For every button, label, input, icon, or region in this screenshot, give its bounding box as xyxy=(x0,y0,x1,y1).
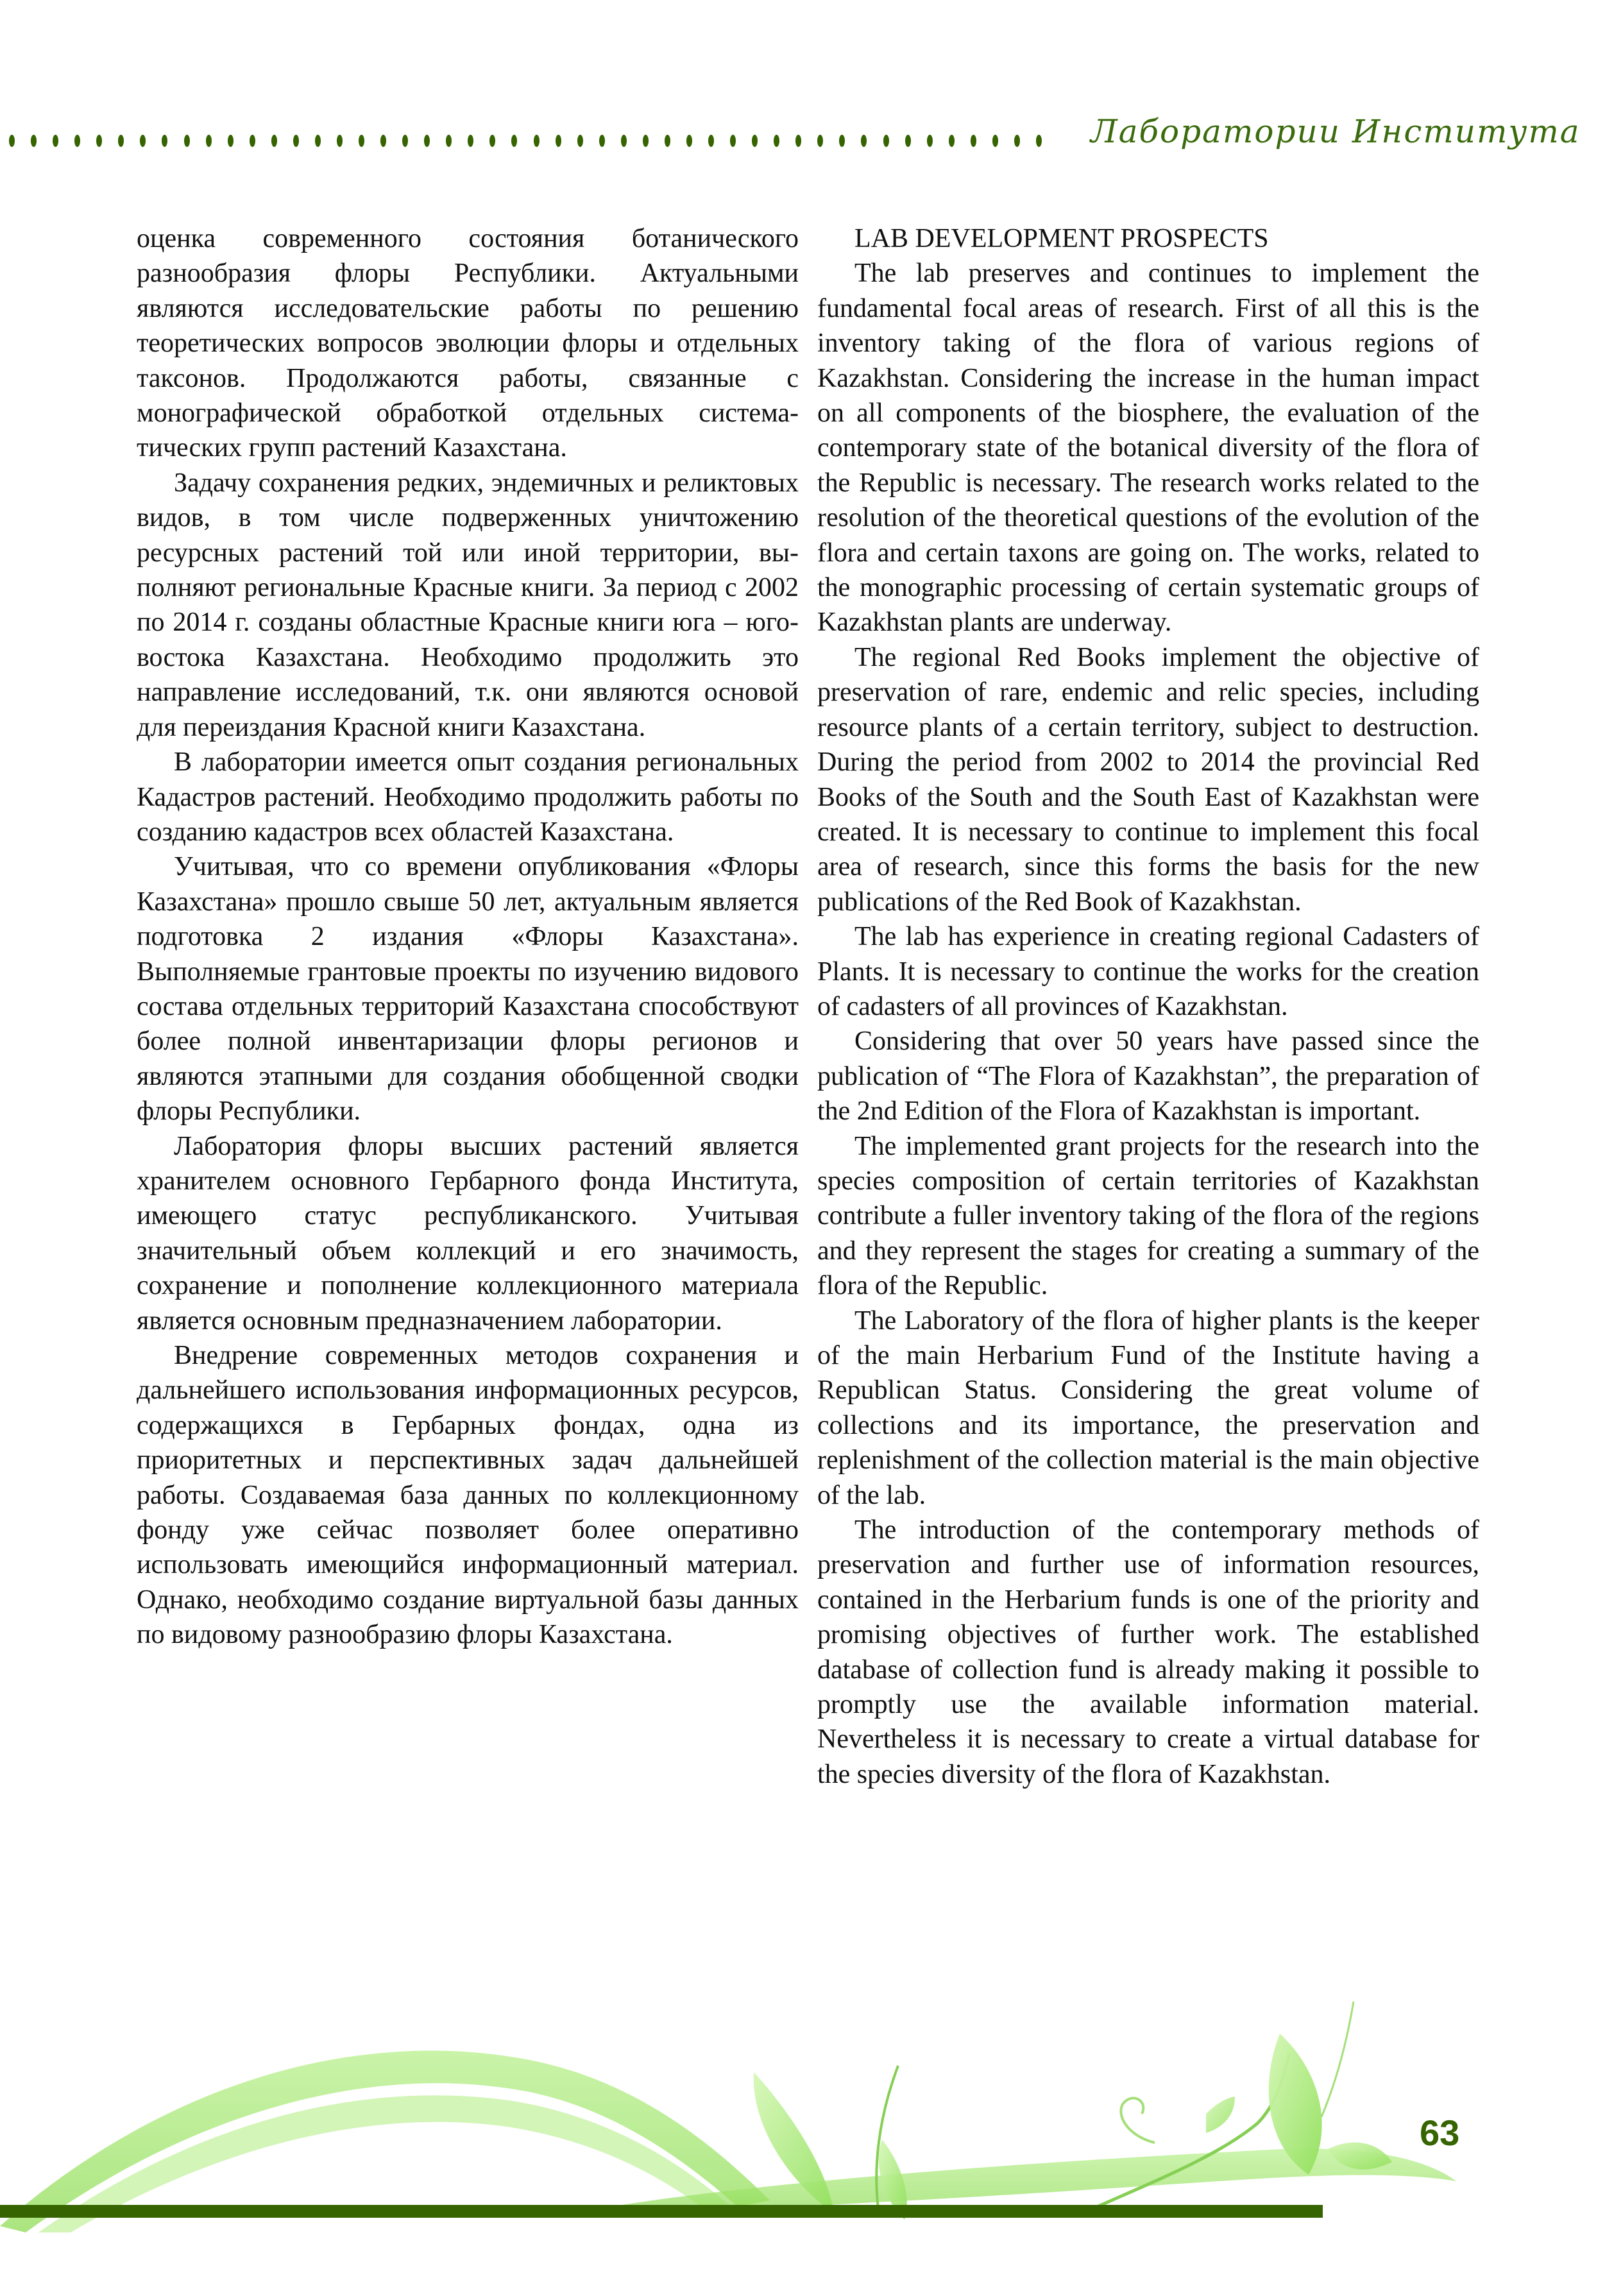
header-dot-icon xyxy=(315,135,321,147)
running-header-title: Лаборатории Института xyxy=(1091,113,1581,150)
paragraph: The implemented grant projects for the research into the species composition of certain territories of Kazakhstan contribute a fuller inventory taking of the flora of the regions and they represent the stages for creating a summary of the flora of the Republic. xyxy=(817,1131,1479,1301)
header-dot-icon xyxy=(643,135,649,147)
header-dot-icon xyxy=(489,135,495,147)
header-dot-icon xyxy=(53,135,58,147)
leaf-vine-decoration-icon xyxy=(0,1989,1614,2232)
header-dot-icon xyxy=(1036,135,1042,147)
right-column-english-text xyxy=(817,221,1479,1792)
header-dot-icon xyxy=(446,135,452,147)
header-dot-icon xyxy=(730,135,736,147)
header-dot-icon xyxy=(992,135,998,147)
header-dot-icon xyxy=(293,135,299,147)
header-dot-icon xyxy=(118,135,124,147)
header-dot-icon xyxy=(883,135,889,147)
header-dot-icon xyxy=(424,135,430,147)
header-dot-icon xyxy=(686,135,692,147)
paragraph: Considering that over 50 years have passed since the publication of “The Flora of Kazakhstan”, the preparation of the 2nd Edition of the Flora of Kazakhstan is important. xyxy=(817,1026,1479,1127)
header-dot-icon xyxy=(140,135,146,147)
section-heading: LAB DEVELOPMENT PROSPECTS xyxy=(854,224,1269,253)
paragraph: В лаборатории имеется опыт создания региональных Кадастров растений. Необходимо продолжить работы по созданию кадастров всех областей Казахстана. xyxy=(137,747,799,847)
header-dot-icon xyxy=(228,135,234,147)
header-dot-icon xyxy=(511,135,517,147)
header-dot-icon xyxy=(774,135,779,147)
header-dot-icon xyxy=(577,135,583,147)
header-dot-icon xyxy=(665,135,670,147)
page-number: 63 xyxy=(1420,2113,1460,2153)
paragraph: Учитывая, что со времени опубликования «Флоры Казахстана» прошло свыше 50 лет, актуальным является подготовка 2 издания «Флоры Казахстана». Выполняемые грантовые проекты по изучению видового состава отдельных территорий Казахстана способствуют более полной инвентаризации флоры регионов и являются этапными для создания обобщенной сводки флоры Республики. xyxy=(137,852,799,1127)
header-dot-icon xyxy=(971,135,976,147)
header-dot-icon xyxy=(468,135,473,147)
header-dot-icon xyxy=(250,135,255,147)
header-dot-icon xyxy=(795,135,801,147)
header-dot-icon xyxy=(534,135,539,147)
left-column-russian-text xyxy=(137,221,799,1653)
header-dot-icon xyxy=(31,135,37,147)
header-dot-icon xyxy=(708,135,714,147)
header-dot-icon xyxy=(184,135,190,147)
header-dot-icon xyxy=(74,135,80,147)
header-dotted-rule xyxy=(9,133,1042,148)
paragraph: Задачу сохранения редких, эндемичных и реликтовых видов, в том числе подверженных уничтожению ресурсных растений той или иной территории, выполняют региональные Красные книги. За период с 2002 по 2014 г. созданы областные Красные книги юга – юго-востока Казахстана. Необходимо продолжить это направление исследований, т.к. они являются основой для переиздания Красной книги Казахстана. xyxy=(137,468,799,742)
header-dot-icon xyxy=(9,135,15,147)
header-dot-icon xyxy=(599,135,605,147)
header-dot-icon xyxy=(1014,135,1020,147)
header-dot-icon xyxy=(949,135,955,147)
header-dot-icon xyxy=(359,135,364,147)
paragraph: оценка современного состояния ботанического разнообразия флоры Республики. Актуальными являются исследовательские работы по решению теоретических вопросов эволюции флоры и отдельных таксонов. Продолжаются работы, связанные с монографической обработкой отдельных систематических групп растений Казахстана. xyxy=(137,224,799,463)
header-dot-icon xyxy=(380,135,386,147)
header-dot-icon xyxy=(905,135,911,147)
header-dot-icon xyxy=(752,135,758,147)
header-dot-icon xyxy=(402,135,408,147)
paragraph: Лаборатория флоры высших растений является хранителем основного Гербарного фонда Института, имеющего статус республиканского. Учитывая значительный объем коллекций и его значимость, сохранение и пополнение коллекционного материала является основным предназначением лаборатории. xyxy=(137,1131,799,1336)
header-dot-icon xyxy=(206,135,212,147)
header-dot-icon xyxy=(927,135,933,147)
header-dot-icon xyxy=(817,135,823,147)
header-dot-icon xyxy=(556,135,561,147)
paragraph: Внедрение современных методов сохранения и дальнейшего использования информационных ресурсов, содержащихся в Гербарных фондах, одна из приоритетных и перспективных задач дальнейшей работы. Создаваемая база данных по коллекционному фонду уже сейчас позволяет более оперативно использовать имеющийся информационный материал. Однако, необходимо создание виртуальной базы данных по видовому разнообразию флоры Казахстана. xyxy=(137,1341,799,1650)
header-dot-icon xyxy=(337,135,343,147)
paragraph: The introduction of the contemporary methods of preservation and further use of information resources, contained in the Herbarium funds is one of the priority and promising objectives of further work. The established database of collection fund is already making it possible to promptly use the available information material. Nevertheless it is necessary to create a virtual database for the species diversity of the flora of Kazakhstan. xyxy=(817,1515,1479,1789)
paragraph: The lab preserves and continues to implement the fundamental focal areas of research. First of all this is the inventory taking of the flora of various regions of Kazakhstan. Considering the increase in the human impact on all components of the biosphere, the evaluation of the contemporary state of the botanical diversity of the flora of the Republic is necessary. The research works related to the resolution of the theoretical questions of the evolution of the flora and certain taxons are going on. The works, related to the monographic processing of certain systematic groups of Kazakhstan plants are underway. xyxy=(817,259,1479,638)
header-dot-icon xyxy=(621,135,627,147)
header-dot-icon xyxy=(839,135,845,147)
header-dot-icon xyxy=(162,135,167,147)
header-dot-icon xyxy=(861,135,867,147)
footer-bar xyxy=(0,2205,1323,2218)
paragraph: The Laboratory of the flora of higher plants is the keeper of the main Herbarium Fund of the Institute having a Republican Status. Considering the great volume of collections and its importance, the preservation and replenishment of the collection material is the main objective of the lab. xyxy=(817,1305,1479,1510)
header-dot-icon xyxy=(96,135,102,147)
paragraph: The regional Red Books implement the objective of preservation of rare, endemic and relic species, including resource plants of a certain territory, subject to destruction. During the period from 2002 to 2014 the provincial Red Books of the South and the South East of Kazakhstan were created. It is necessary to continue to implement this focal area of research, since this forms the basis for the new publications of the Red Book of Kazakhstan. xyxy=(817,642,1479,917)
paragraph: The lab has experience in creating regional Cadasters of Plants. It is necessary to continue the works for the creation of cadasters of all provinces of Kazakhstan. xyxy=(817,922,1479,1021)
header-dot-icon xyxy=(271,135,277,147)
